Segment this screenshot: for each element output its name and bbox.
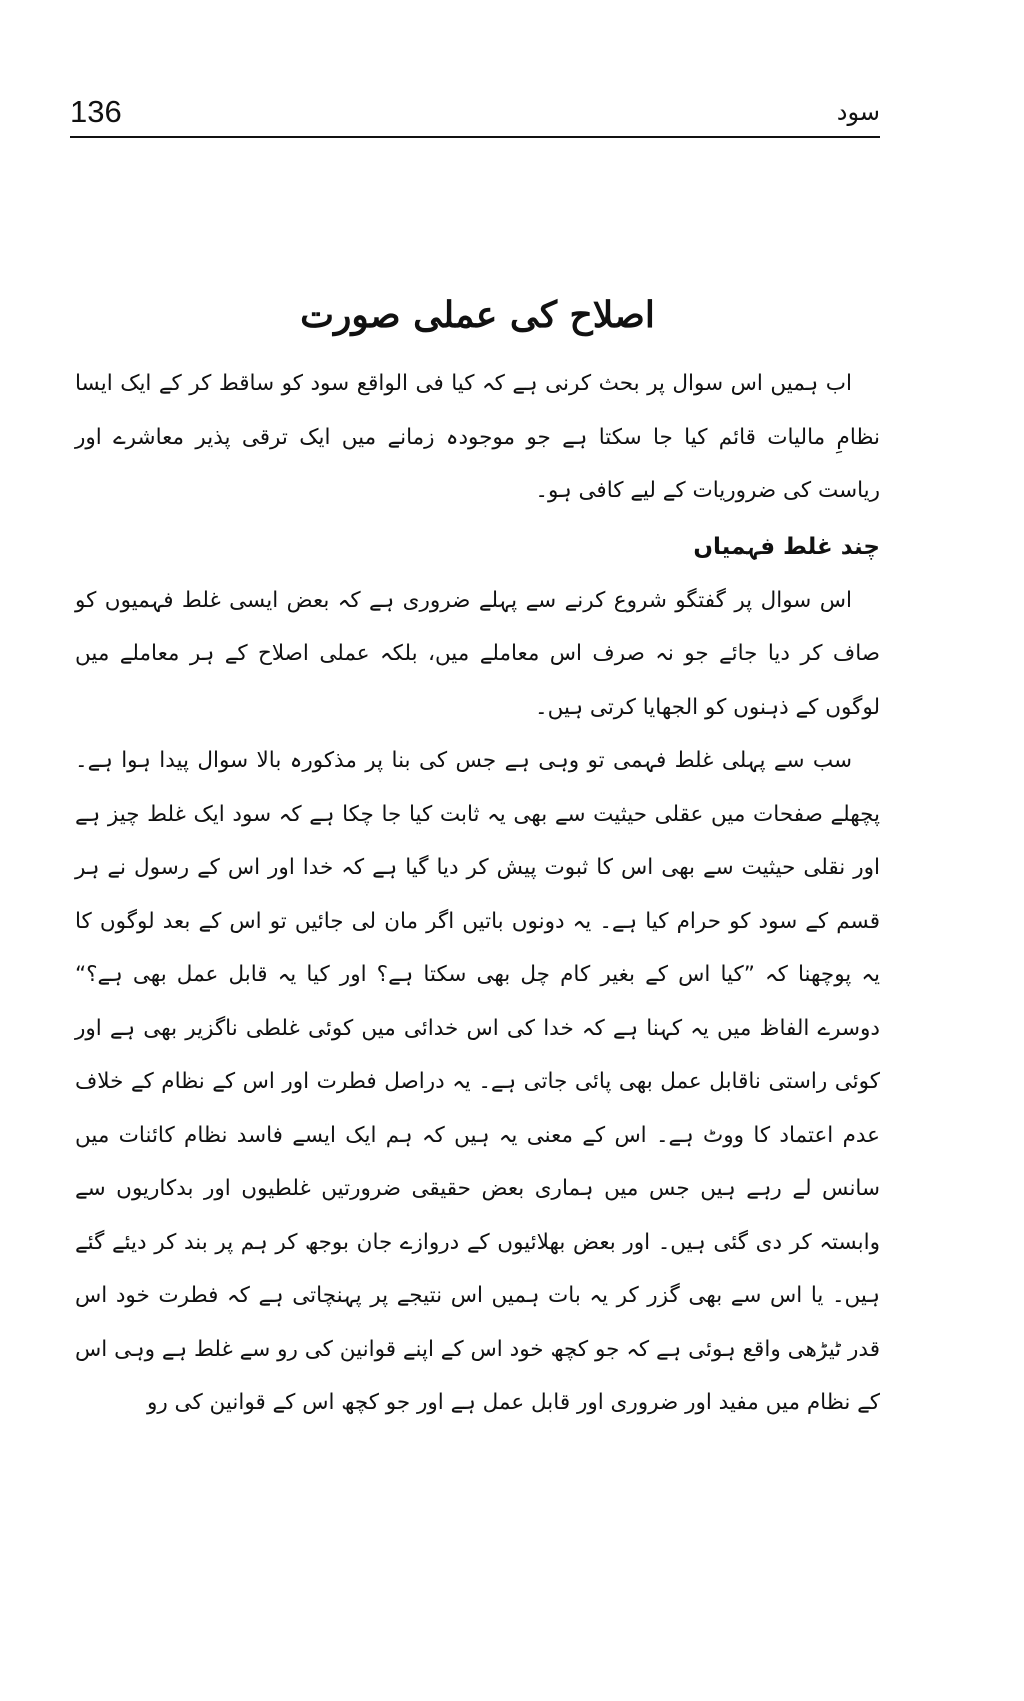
section-heading: چند غلط فہمیاں [693, 533, 880, 560]
page-header [70, 92, 880, 138]
chapter-title: اصلاح کی عملی صورت [300, 294, 655, 336]
page-body [75, 285, 880, 1430]
intro-paragraph: اب ہمیں اس سوال پر بحث کرنی ہے کہ کیا فی الواقع سود کو ساقط کر کے ایک ایسا نظامِ مالیات قائم کیا جا سکتا ہے جو موجودہ زمانے میں ایک ترقی پذیر معاشرے اور ریاست کی ضروریات کے لیے کافی ہو۔ [75, 371, 880, 503]
page-number: 136 [70, 94, 122, 129]
running-title: سود [836, 98, 880, 126]
first-misconception-paragraph: سب سے پہلی غلط فہمی تو وہی ہے جس کی بنا پر مذکورہ بالا سوال پیدا ہوا ہے۔ پچھلے صفحات میں عقلی حیثیت سے بھی یہ ثابت کیا جا چکا ہے کہ سود ایک غلط چیز ہے اور نقلی حیثیت سے بھی اس کا ثبوت پیش کر دیا گیا ہے کہ خدا اور اس کے رسول نے ہر قسم کے سود کو حرام کیا ہے۔ یہ دونوں باتیں اگر مان لی جائیں تو اس کے بعد لوگوں کا یہ پوچھنا کہ ”کیا اس کے بغیر کام چل بھی سکتا ہے؟ اور کیا یہ قابل عمل بھی ہے؟“ دوسرے الفاظ میں یہ کہنا ہے کہ خدا کی اس خدائی میں کوئی غلطی ناگزیر بھی ہے اور کوئی راستی ناقابل عمل بھی پائی جاتی ہے۔ یہ دراصل فطرت اور اس کے نظام کے خلاف عدم اعتماد کا ووٹ ہے۔ اس کے معنی یہ ہیں کہ ہم ایک ایسے فاسد نظام کائنات میں سانس لے رہے ہیں جس میں ہماری بعض حقیقی ضرورتیں غلطیوں اور بدکاریوں سے وابستہ کر دی گئی ہیں۔ اور بعض بھلائیوں کے دروازے جان بوجھ کر ہم پر بند کر دیئے گئے ہیں۔ یا اس سے بھی گزر کر یہ بات ہمیں اس نتیجے پر پہنچاتی ہے کہ فطرت خود اس قدر ٹیڑھی واقع ہوئی ہے کہ جو کچھ خود اس کے اپنے قوانین کی رو سے غلط ہے وہی اس کے نظام میں مفید اور ضروری اور قابل عمل ہے اور جو کچھ اس کے قوانین کی رو [75, 748, 880, 1415]
misconceptions-intro-paragraph: اس سوال پر گفتگو شروع کرنے سے پہلے ضروری ہے کہ بعض ایسی غلط فہمیوں کو صاف کر دیا جائے جو نہ صرف اس معاملے میں، بلکہ عملی اصلاح کے ہر معاملے میں لوگوں کے ذہنوں کو الجھایا کرتی ہیں۔ [75, 587, 880, 720]
